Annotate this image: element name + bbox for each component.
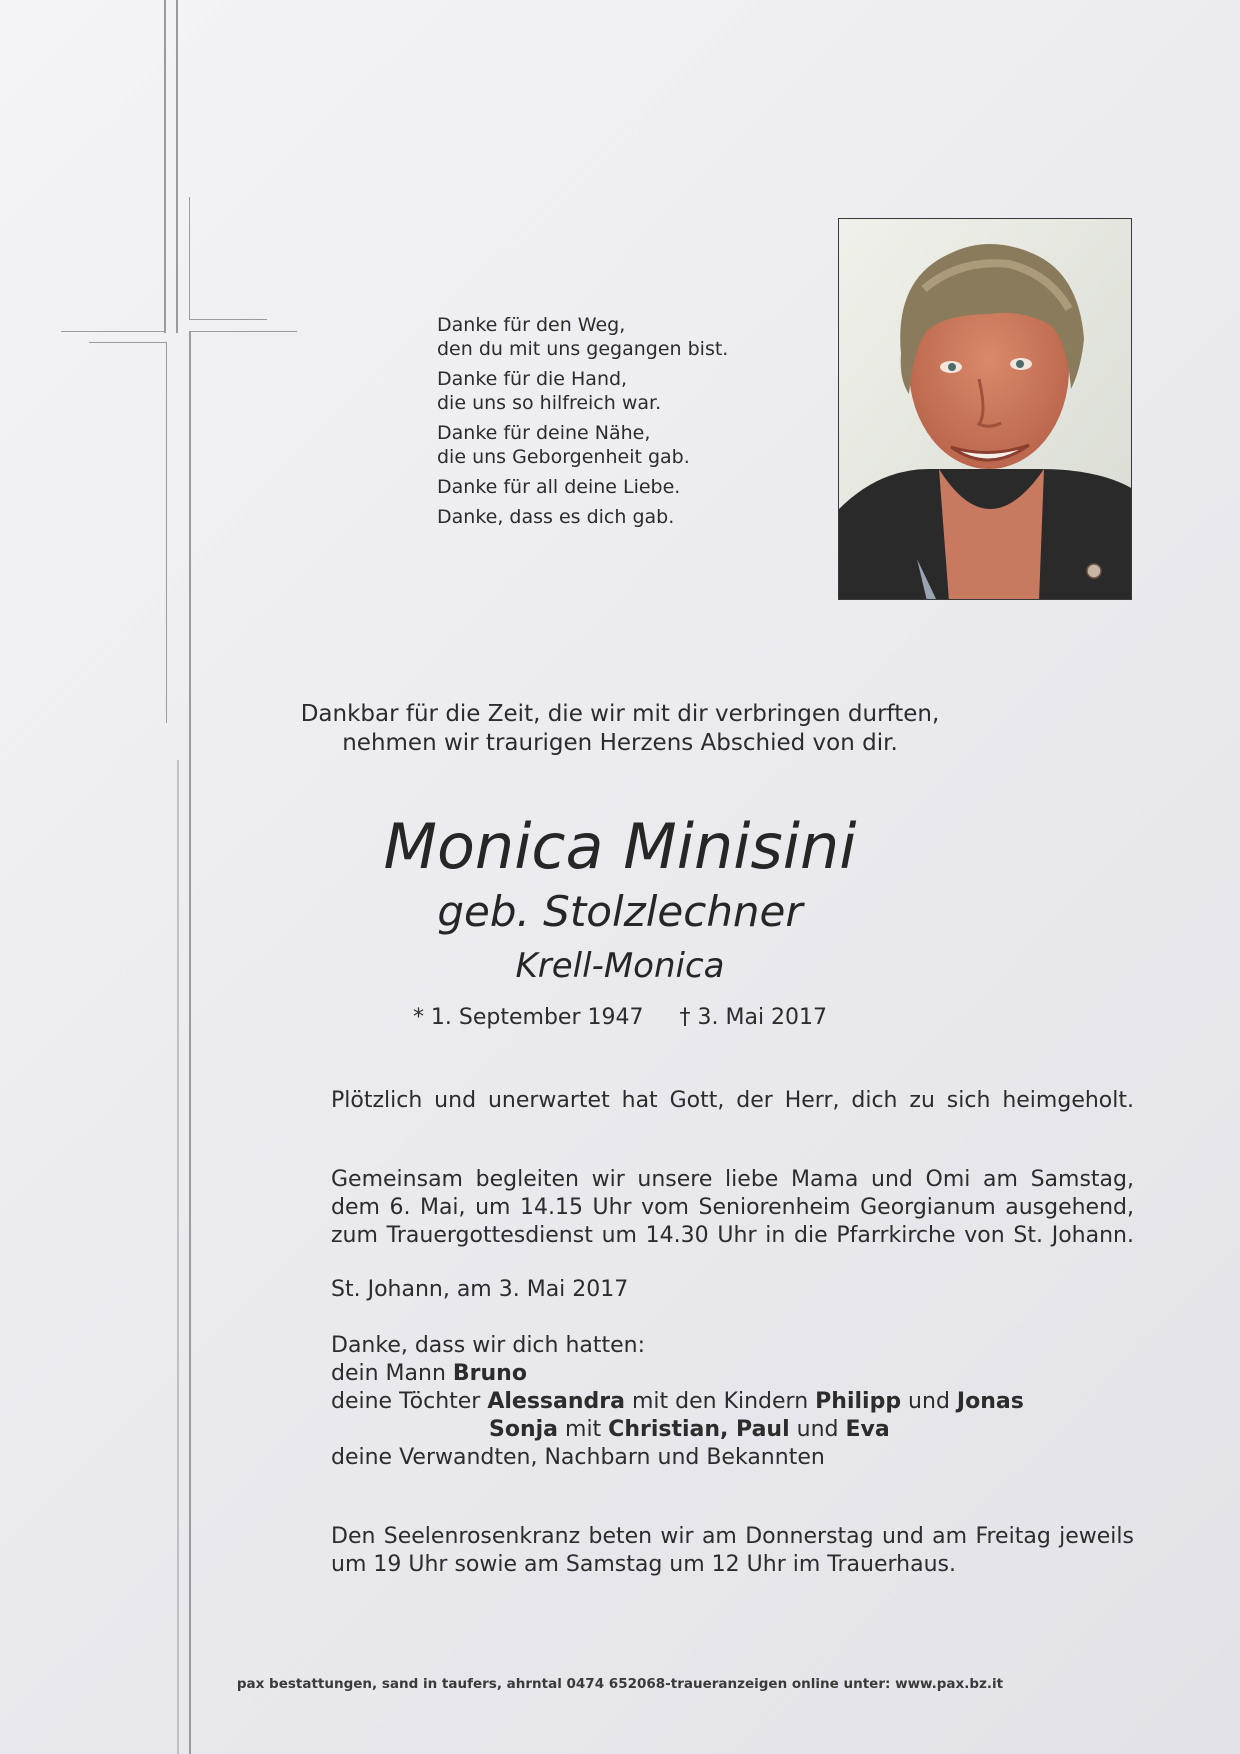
cross-line: [89, 342, 166, 343]
mourner-name: Philipp: [815, 1389, 902, 1414]
mourners-list: [331, 1332, 1134, 1472]
death-date: † 3. Mai 2017: [679, 1005, 828, 1030]
mourner-text: dein Mann: [331, 1361, 453, 1386]
poem-line: die uns so hilfreich war.: [437, 392, 662, 414]
birth-date: * 1. September 1947: [412, 1005, 644, 1030]
mourner-daughter2: [331, 1416, 1134, 1444]
mourner-husband: [331, 1360, 1134, 1388]
poem: [437, 313, 728, 535]
cross-line: [166, 342, 167, 723]
cross-line: [189, 331, 297, 332]
funeral-line: dem 6. Mai, um 14.15 Uhr vom Seniorenheim Georgianum ausgehend,: [331, 1195, 1134, 1220]
mourner-daughters: [331, 1388, 1134, 1416]
cross-line: [61, 331, 166, 332]
deceased-name: Monica Minisini: [383, 810, 857, 883]
poem-stanza: [437, 505, 728, 529]
announcement-line: Plötzlich und unerwartet hat Gott, der Herr, dich zu sich heimgeholt.: [331, 1088, 1134, 1113]
maiden-name: geb. Stolzlechner: [437, 887, 803, 936]
poem-stanza: [437, 313, 728, 361]
mourner-name: Christian, Paul: [608, 1417, 790, 1442]
poem-line: Danke für all deine Liebe.: [437, 476, 681, 498]
mourner-name: Alessandra: [487, 1389, 625, 1414]
mourner-others: deine Verwandten, Nachbarn und Bekannten: [331, 1445, 825, 1470]
poem-line: den du mit uns gegangen bist.: [437, 338, 729, 360]
poem-stanza: [437, 475, 728, 499]
funeral-line: zum Trauergottesdienst um 14.30 Uhr in die Pfarrkirche von St. Johann.: [331, 1223, 1134, 1248]
portrait-photo: [838, 218, 1132, 600]
mourner-name: Eva: [845, 1417, 890, 1442]
place-date-line: St. Johann, am 3. Mai 2017: [331, 1277, 629, 1302]
poem-line: Danke, dass es dich gab.: [437, 506, 675, 528]
poem-line: Danke für den Weg,: [437, 314, 626, 336]
poem-line: Danke für deine Nähe,: [437, 422, 651, 444]
funeral-details: [331, 1166, 1134, 1250]
portrait-illustration: [839, 219, 1132, 600]
cross-line: [189, 331, 191, 1754]
poem-line: die uns Geborgenheit gab.: [437, 446, 690, 468]
funeral-line: Gemeinsam begleiten wir unsere liebe Mama und Omi am Samstag,: [331, 1167, 1134, 1192]
cross-line: [164, 0, 166, 333]
intro-text: [0, 700, 1240, 758]
mourner-name: Bruno: [452, 1361, 527, 1386]
nickname: Krell-Monica: [515, 946, 725, 986]
footer-credit: pax bestattungen, sand in taufers, ahrntal 0474 652068-traueranzeigen online unter: www.pax.bz.it: [236, 1676, 1004, 1692]
rosary-line: Den Seelenrosenkranz beten wir am Donnerstag und am Freitag jeweils: [331, 1524, 1134, 1549]
intro-line: nehmen wir traurigen Herzens Abschied von dir.: [342, 730, 898, 756]
mourner-name: Sonja: [489, 1417, 559, 1442]
intro-line: Dankbar für die Zeit, die wir mit dir verbringen durften,: [300, 701, 940, 727]
mourner-text: mit den Kindern: [624, 1389, 816, 1414]
poem-stanza: [437, 367, 728, 415]
place-date: [331, 1276, 1134, 1304]
life-dates: [0, 1004, 1240, 1032]
mourner-text: und: [901, 1389, 957, 1414]
rosary-info: [331, 1523, 1134, 1579]
mourner-text: deine Töchter: [331, 1389, 488, 1414]
cross-line: [189, 197, 190, 319]
mourner-text: mit: [558, 1417, 609, 1442]
poem-line: Danke für die Hand,: [437, 368, 628, 390]
mourner-text: und: [789, 1417, 846, 1442]
poem-stanza: [437, 421, 728, 469]
mourners-heading: Danke, dass wir dich hatten:: [331, 1333, 646, 1358]
announcement: [331, 1087, 1134, 1115]
cross-line: [189, 319, 267, 320]
rosary-line: um 19 Uhr sowie am Samstag um 12 Uhr im Trauerhaus.: [331, 1552, 956, 1577]
mourner-name: Jonas: [956, 1389, 1024, 1414]
cross-line: [176, 0, 178, 333]
